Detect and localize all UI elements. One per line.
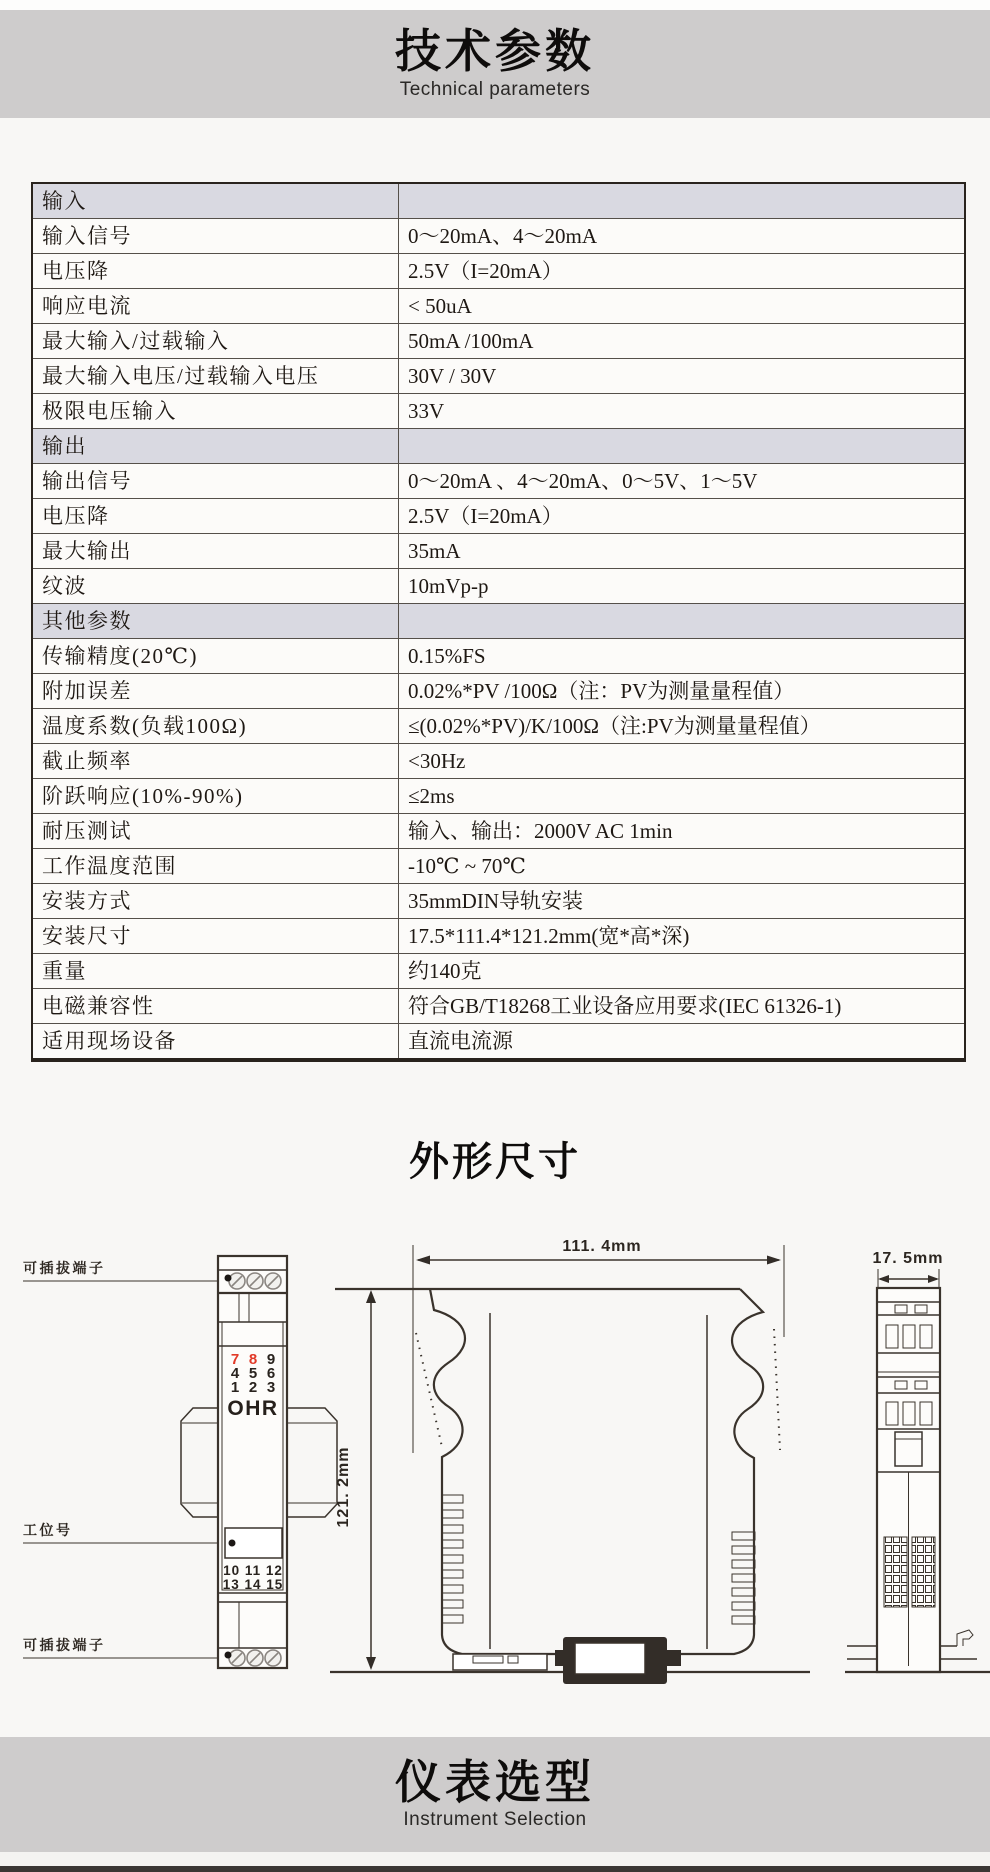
spec-label: 最大输出 <box>32 534 399 569</box>
spec-value: 0～20mA、4～20mA <box>399 219 966 254</box>
spec-label: 温度系数(负载100Ω) <box>32 709 399 744</box>
spec-label: 传输精度(20℃) <box>32 639 399 674</box>
spec-row <box>32 499 965 534</box>
selection-title: 仪表选型 <box>395 1755 595 1808</box>
spec-value: -10℃ ~ 70℃ <box>399 849 966 884</box>
terminal-number: 7 <box>230 1351 240 1368</box>
spec-value: ≤(0.02%*PV)/K/100Ω（注:PV为测量量程值） <box>399 709 966 744</box>
spec-label: 耐压测试 <box>32 814 399 849</box>
technical-parameters-banner <box>0 10 990 118</box>
spec-row <box>32 464 965 499</box>
front-view-drawing <box>15 1245 345 1685</box>
spec-row <box>32 534 965 569</box>
spec-row <box>32 254 965 289</box>
spec-value: 33V <box>399 394 966 429</box>
spec-label: 电压降 <box>32 499 399 534</box>
selection-subtitle: Instrument Selection <box>403 1809 587 1831</box>
spec-label: 输入信号 <box>32 219 399 254</box>
spec-label: 工作温度范围 <box>32 849 399 884</box>
side-view-drawing <box>330 1225 810 1705</box>
brand-logo: OHR <box>227 1397 279 1420</box>
spec-value: 2.5V（I=20mA） <box>399 254 966 289</box>
spec-section-row <box>32 183 965 219</box>
spec-value: 0～20mA 、4～20mA、0～5V、1～5V <box>399 464 966 499</box>
terminal-number-row: 13 14 15 <box>222 1577 284 1592</box>
spec-section-row <box>32 604 965 639</box>
label-tag-number: 工位号 <box>23 1522 73 1538</box>
spec-value: 0.15%FS <box>399 639 966 674</box>
terminal-number-row: 10 11 12 <box>223 1563 283 1578</box>
spec-label: 响应电流 <box>32 289 399 324</box>
terminal-number: 5 <box>248 1365 258 1382</box>
spec-label: 阶跃响应(10%-90%) <box>32 779 399 814</box>
spec-value: 2.5V（I=20mA） <box>399 499 966 534</box>
side-vents-left <box>442 1495 463 1623</box>
spec-value <box>399 429 966 464</box>
label-pluggable-terminal-bottom: 可插拔端子 <box>23 1637 106 1653</box>
page-title: 技术参数 <box>395 25 595 78</box>
spec-value: 30V / 30V <box>399 359 966 394</box>
spec-value: < 50uA <box>399 289 966 324</box>
terminal-number: 4 <box>230 1365 240 1382</box>
spec-row <box>32 954 965 989</box>
spec-label: 电磁兼容性 <box>32 989 399 1024</box>
spec-value: 50mA /100mA <box>399 324 966 359</box>
spec-label: 安装尺寸 <box>32 919 399 954</box>
module-body <box>218 1256 287 1668</box>
spec-label: 电压降 <box>32 254 399 289</box>
spec-label: 输出信号 <box>32 464 399 499</box>
terminal-number: 6 <box>266 1365 276 1382</box>
footer-dark-strip <box>0 1866 990 1872</box>
terminal-number: 1 <box>230 1379 240 1396</box>
spec-value <box>399 604 966 639</box>
top-white-strip <box>0 0 990 10</box>
spec-value: 35mmDIN导轨安装 <box>399 884 966 919</box>
edge-view-drawing <box>845 1225 990 1705</box>
instrument-selection-banner <box>0 1737 990 1852</box>
edge-vent-grid-left <box>884 1537 907 1607</box>
spec-value: ≤2ms <box>399 779 966 814</box>
spec-row <box>32 814 965 849</box>
spec-label: 适用现场设备 <box>32 1024 399 1061</box>
spec-row <box>32 394 965 429</box>
spec-label: 最大输入电压/过载输入电压 <box>32 359 399 394</box>
spec-label: 截止频率 <box>32 744 399 779</box>
spec-label: 其他参数 <box>32 604 399 639</box>
terminal-number: 3 <box>266 1379 276 1396</box>
spec-table-body <box>32 183 965 1060</box>
spec-table <box>31 182 966 1062</box>
spec-row <box>32 709 965 744</box>
spec-row <box>32 324 965 359</box>
outline-dimensions-title: 外形尺寸 <box>409 1140 581 1184</box>
front-bottom-numbers <box>223 1563 284 1592</box>
side-vents-right <box>732 1532 755 1624</box>
spec-label: 最大输入/过载输入 <box>32 324 399 359</box>
spec-value <box>399 183 966 219</box>
spec-label: 输出 <box>32 429 399 464</box>
spec-label: 输入 <box>32 183 399 219</box>
spec-value: 直流电流源 <box>399 1024 966 1061</box>
spec-row <box>32 884 965 919</box>
spec-row <box>32 359 965 394</box>
height-dimension-label: 121. 2mm <box>335 1446 352 1528</box>
terminal-number: 9 <box>266 1351 276 1368</box>
spec-row <box>32 289 965 324</box>
spec-row <box>32 219 965 254</box>
spec-value: 10mVp-p <box>399 569 966 604</box>
spec-value: 输入、输出：2000V AC 1min <box>399 814 966 849</box>
spec-section-row <box>32 429 965 464</box>
spec-label: 重量 <box>32 954 399 989</box>
spec-value: 符合GB/T18268工业设备应用要求(IEC 61326-1) <box>399 989 966 1024</box>
front-terminal-numbers <box>231 1351 275 1396</box>
width-dimension-label: 111. 4mm <box>562 1238 642 1255</box>
spec-row <box>32 639 965 674</box>
spec-row <box>32 919 965 954</box>
spec-row <box>32 989 965 1024</box>
label-pluggable-terminal-top: 可插拔端子 <box>23 1260 106 1276</box>
page-subtitle: Technical parameters <box>399 78 591 100</box>
spec-row <box>32 569 965 604</box>
terminal-number: 2 <box>248 1379 258 1396</box>
top-terminal-dot <box>225 1275 232 1282</box>
spec-value: 0.02%*PV /100Ω（注：PV为测量量程值） <box>399 674 966 709</box>
tag-dot <box>229 1540 236 1547</box>
spec-row <box>32 849 965 884</box>
spec-value: 35mA <box>399 534 966 569</box>
terminal-number: 8 <box>248 1351 258 1368</box>
depth-dimension-label: 17. 5mm <box>872 1250 944 1267</box>
spec-row <box>32 1024 965 1061</box>
spec-label: 附加误差 <box>32 674 399 709</box>
spec-value: 17.5*111.4*121.2mm(宽*高*深) <box>399 919 966 954</box>
spec-value: <30Hz <box>399 744 966 779</box>
spec-row <box>32 744 965 779</box>
spec-label: 安装方式 <box>32 884 399 919</box>
spec-row <box>32 779 965 814</box>
spec-row <box>32 674 965 709</box>
footer-light-strip <box>0 1852 990 1866</box>
spec-label: 纹波 <box>32 569 399 604</box>
spec-value: 约140克 <box>399 954 966 989</box>
bottom-terminal-dot <box>225 1652 232 1659</box>
edge-vent-grid-right <box>912 1537 935 1607</box>
spec-label: 极限电压输入 <box>32 394 399 429</box>
